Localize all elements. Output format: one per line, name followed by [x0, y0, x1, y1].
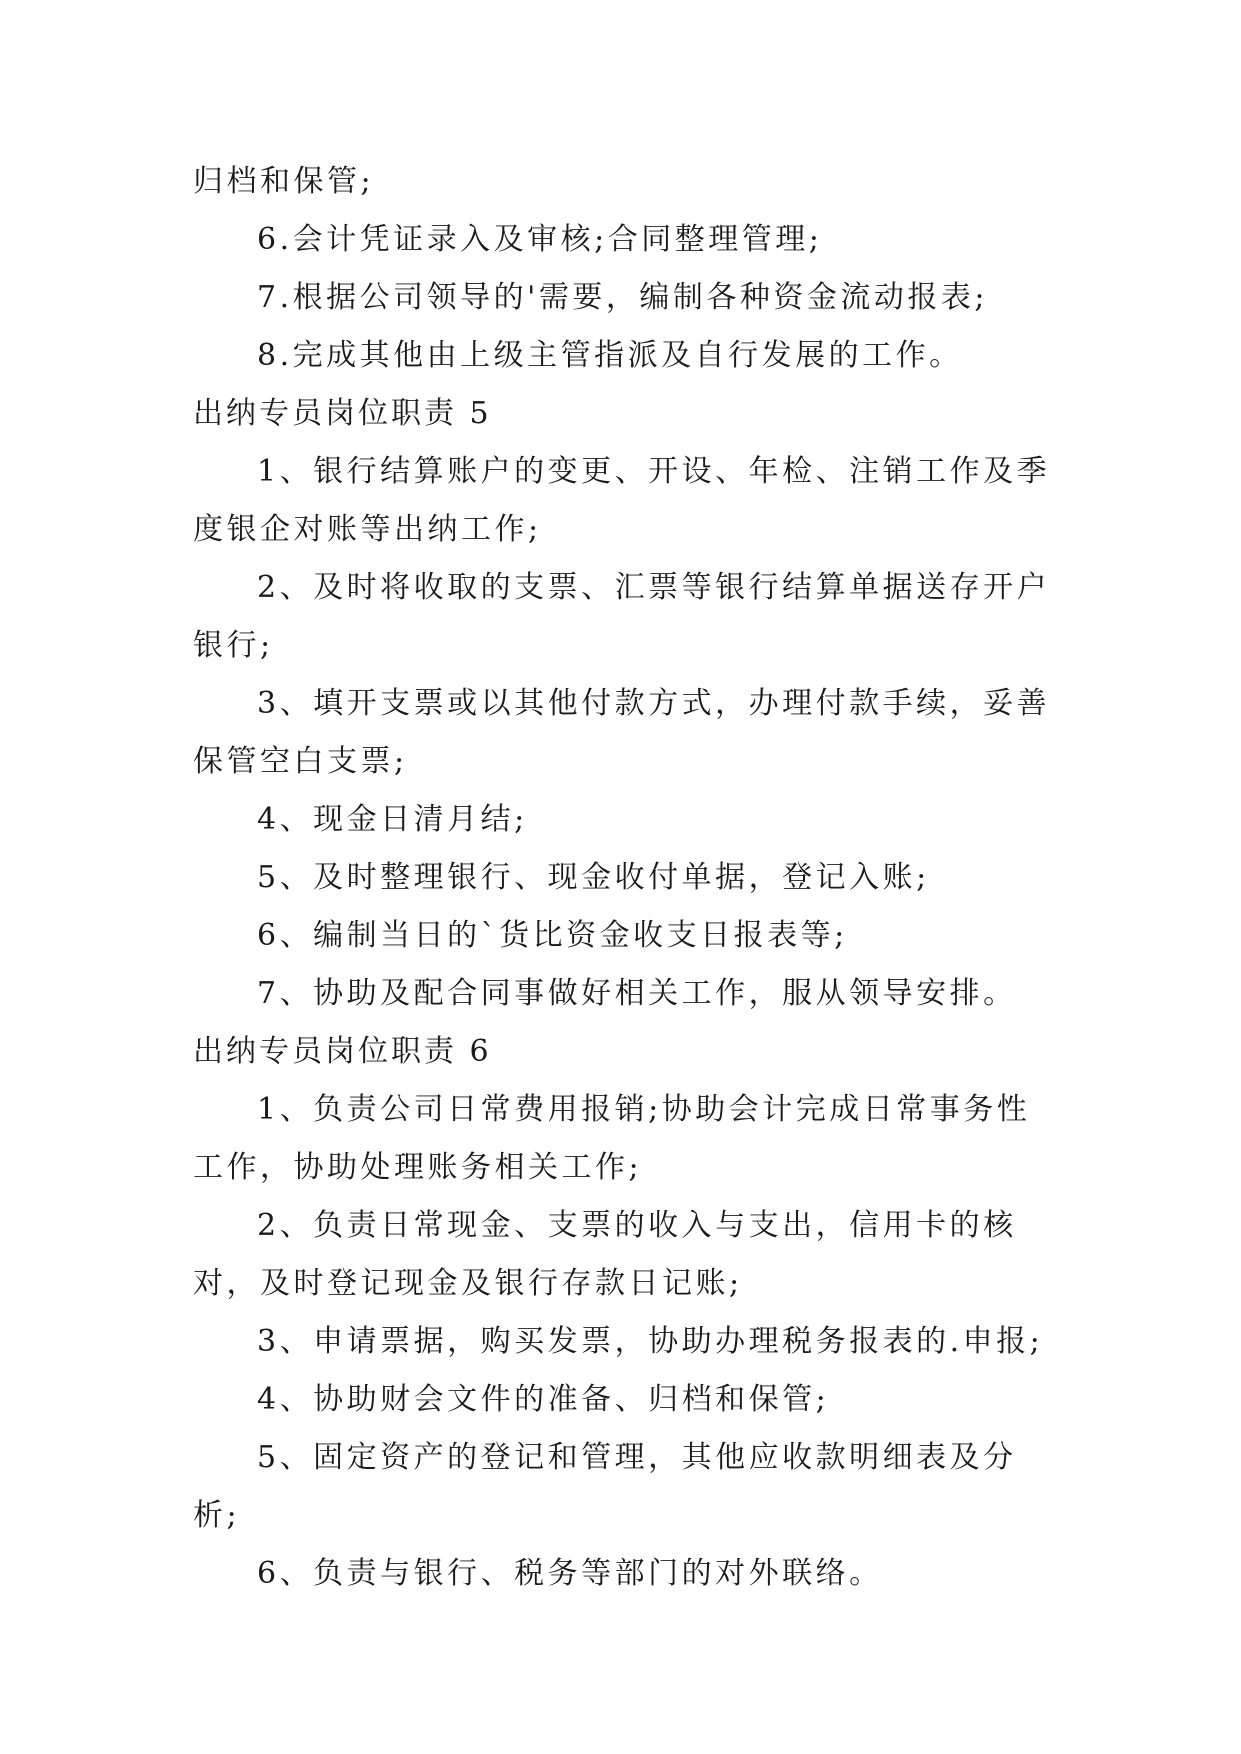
- section-heading: 出纳专员岗位职责 6: [193, 1034, 492, 1069]
- paragraph: 4、现金日清月结;: [257, 802, 528, 837]
- paragraph: 5、及时整理银行、现金收付单据，登记入账;: [257, 860, 930, 895]
- paragraph: 3、申请票据，购买发票，协助办理税务报表的.申报;: [257, 1324, 1044, 1359]
- document-body: [193, 153, 1053, 1603]
- paragraph: 5、固定资产的登记和管理，其他应收款明细表及分析;: [193, 1440, 1017, 1533]
- paragraph: 1、负责公司日常费用报销;协助会计完成日常事务性工作，协助处理账务相关工作;: [193, 1092, 1031, 1185]
- paragraph: 1、银行结算账户的变更、开设、年检、注销工作及季度银企对账等出纳工作;: [193, 454, 1051, 547]
- paragraph: 6、编制当日的`货比资金收支日报表等;: [257, 918, 848, 953]
- section-heading: 出纳专员岗位职责 5: [193, 396, 492, 431]
- paragraph: 4、协助财会文件的准备、归档和保管;: [257, 1382, 830, 1417]
- paragraph: 归档和保管;: [193, 164, 375, 199]
- paragraph: 8.完成其他由上级主管指派及自行发展的工作。: [257, 338, 963, 373]
- paragraph: 7.根据公司领导的'需要，编制各种资金流动报表;: [257, 280, 988, 315]
- paragraph: 7、协助及配合同事做好相关工作，服从领导安排。: [257, 976, 1017, 1011]
- paragraph: 6.会计凭证录入及审核;合同整理管理;: [257, 222, 823, 257]
- paragraph: 6、负责与银行、税务等部门的对外联络。: [257, 1556, 883, 1591]
- paragraph: 3、填开支票或以其他付款方式，办理付款手续，妥善保管空白支票;: [193, 686, 1051, 779]
- paragraph: 2、负责日常现金、支票的收入与支出，信用卡的核对，及时登记现金及银行存款日记账;: [193, 1208, 1017, 1301]
- paragraph: 2、及时将收取的支票、汇票等银行结算单据送存开户银行;: [193, 570, 1051, 663]
